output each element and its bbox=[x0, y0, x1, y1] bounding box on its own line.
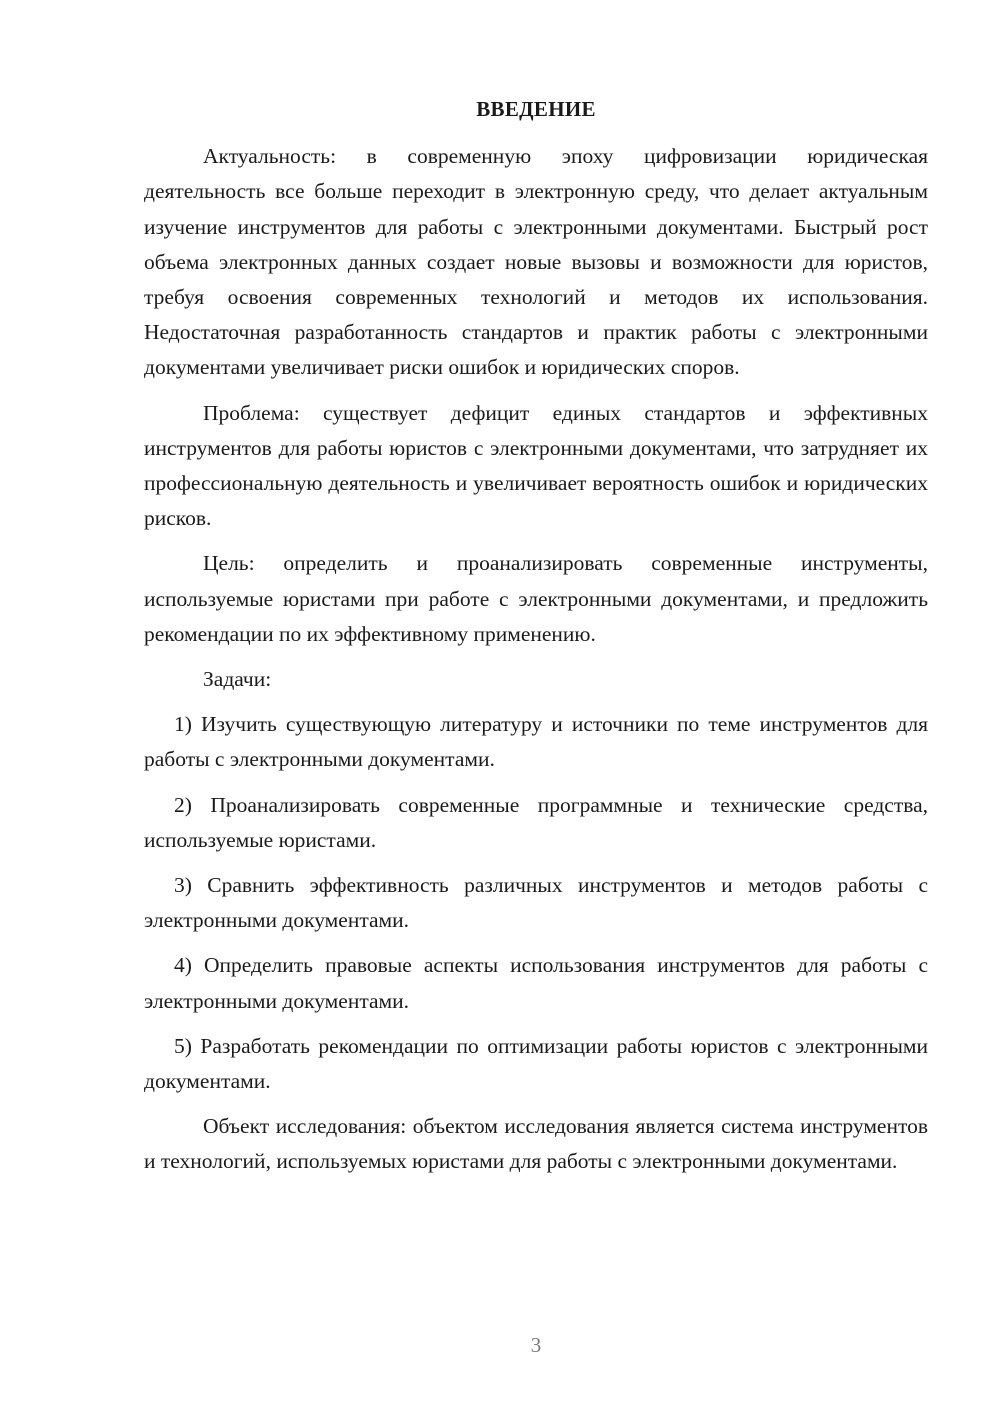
task-item-5: 5) Разработать рекомендации по оптимизации работы юристов с электронными документами. bbox=[144, 1033, 928, 1094]
paragraph-goal: Цель: определить и проанализировать современные инструменты, используемые юристами при работе с электронными документами, и предложить рекомендации по их эффективному применению. bbox=[144, 551, 928, 646]
paragraph-problem: Проблема: существует дефицит единых стандартов и эффективных инструментов для работы юристов с электронными документами, что затрудняет их профессиональную деятельность и увеличивает вероятность ошибок и юридических рисков. bbox=[144, 400, 928, 531]
task-item-3: 3) Сравнить эффективность различных инструментов и методов работы с электронными документами. bbox=[144, 873, 928, 933]
document-body bbox=[144, 92, 928, 1190]
task-item-1: 1) Изучить существующую литературу и источники по теме инструментов для работы с электронными документами. bbox=[144, 712, 928, 772]
paragraph-object: Объект исследования: объектом исследования является система инструментов и технологий, используемых юристами для работы с электронными документами. bbox=[144, 1114, 928, 1174]
paragraph-relevance: Актуальность: в современную эпоху цифровизации юридическая деятельность все больше переходит в электронную среду, что делает актуальным изучение инструментов для работы с электронными документами. Быстрый рост объема электронных данных создает новые вызовы и возможности для юристов, требуя освоения современных технологий и методов их использования. Недостаточная разработанность стандартов и практик работы с электронными документами увеличивает риски ошибок и юридических споров. bbox=[144, 144, 928, 380]
task-item-4: 4) Определить правовые аспекты использования инструментов для работы с электронными документами. bbox=[144, 953, 928, 1013]
task-item-2: 2) Проанализировать современные программные и технические средства, используемые юристами. bbox=[144, 792, 928, 852]
paragraph-tasks-heading: Задачи: bbox=[203, 667, 272, 692]
section-title: ВВЕДЕНИЕ bbox=[476, 97, 596, 121]
page-number: 3 bbox=[530, 1333, 542, 1357]
